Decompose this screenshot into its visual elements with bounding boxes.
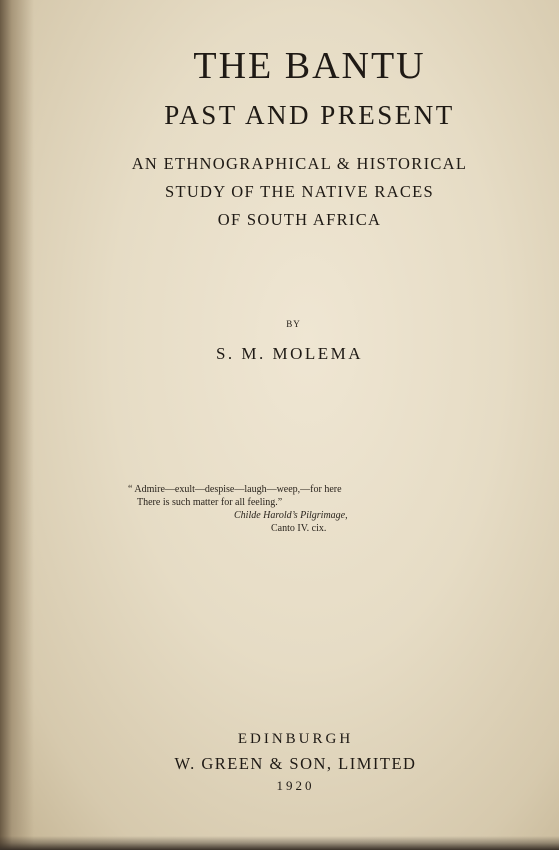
epigraph	[110, 483, 410, 535]
author-name: S. M. MOLEMA	[215, 344, 364, 363]
book-subtitle: PAST AND PRESENT	[164, 100, 455, 130]
imprint-publisher: W. GREEN & SON, LIMITED	[174, 754, 417, 773]
imprint-year: 1920	[276, 778, 315, 793]
imprint-city: EDINBURGH	[237, 731, 354, 747]
by-label: BY	[286, 319, 301, 329]
book-title: THE BANTU	[193, 45, 426, 87]
description-line: STUDY OF THE NATIVE RACES	[164, 182, 434, 201]
epigraph-line: There is such matter for all feeling.”	[137, 497, 283, 508]
page-bottom-edge	[0, 836, 559, 850]
epigraph-canto: Canto IV. cix.	[271, 523, 327, 534]
epigraph-line: “ Admire—exult—despise—laugh—weep,—for here	[128, 484, 342, 495]
epigraph-source: Childe Harold’s Pilgrimage,	[234, 510, 348, 521]
description-line: OF SOUTH AFRICA	[217, 210, 382, 229]
description-line: AN ETHNOGRAPHICAL & HISTORICAL	[131, 154, 468, 173]
